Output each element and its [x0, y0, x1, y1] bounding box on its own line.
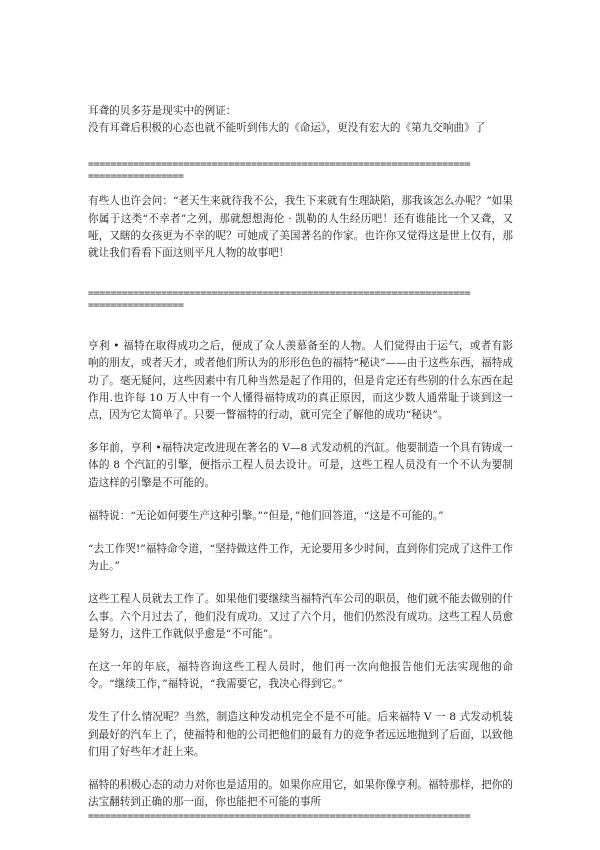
- separator-rule: [88, 288, 513, 312]
- separator-tail: =================: [88, 300, 184, 312]
- separator-line: ====================================================================: [88, 159, 471, 171]
- paragraph-go-to-work: “去工作哭!”福特命令道，“坚持做这件工作，无论要用多少时间，直到你们完成了这件工作为止。”: [88, 543, 513, 573]
- document-body: [88, 103, 513, 823]
- separator-rule-bottom: ====================================================================: [88, 811, 471, 823]
- paragraph-v8-engine: 多年前，亨利 •福特决定改进现在著名的 V—8 式发动机的汽缸。他要制造一个具有铸成一体的 8 个汽缸的引擎，便指示工程人员去设计。可是，这些工程人员没有一个不认为要制造这样的引擎是不可能的。: [88, 442, 513, 489]
- paragraph-outcome: 发生了什么情况呢？当然，制造这种发动机完全不是不可能。后来福特 V 一 8 式发动机装到最好的汽车上了，使福特和他的公司把他们的最有力的竞争者远远地抛到了后面，以致他们用了好些年才赶上来。: [88, 711, 513, 758]
- paragraph-helen-keller: 有些人也许会问：“老天生来就待我不公，我生下来就有生理缺陷，那我该怎么办呢？”如果你属于这类“不幸者”之列，那就想想海伦 · 凯勒的人生经历吧！还有谁能比一个又聋，又哑，又瞎的女孩更为不幸的呢？可她成了美国著名的作家。也许你又觉得这是世上仅有，那就让我们看看下面这则平凡人物的故事吧！: [88, 195, 513, 260]
- separator-tail: =================: [88, 171, 184, 183]
- separator-rule: [88, 159, 513, 183]
- paragraph-conclusion: 福特的积极心态的动力对你也是适用的。如果你应用它，如果你像亨利。福特那样，把你的法宝翻转到正确的那一面，你也能把不可能的事所: [88, 779, 513, 809]
- intro-line-2: 没有耳聋后积极的心态也就不能听到伟大的《命运》，更没有宏大的《第九交响曲》了: [88, 122, 486, 135]
- paragraph-ford-success: 亨利 • 福特在取得成功之后，便成了众人羡慕备至的人物。人们觉得由于运气，或者有影响的朋友，或者天才，或者他们所认为的形形色色的福特“秘诀”——由于这些东西，福特成功了。毫无疑问，这些因素中有几种当然是起了作用的，但是肯定还有些别的什么东西在起作用.也许每 10 万人中有一个人懂得福特成功的真正原因，而这少数人通常耻于谈到这一点，因为它太简单了。只要一瞥福特的行动，就可完全了解他的成功“秘诀”。: [88, 340, 513, 422]
- separator-line: ====================================================================: [88, 288, 471, 300]
- paragraph-engineers: 这些工程人员就去工作了。如果他们要继续当福特汽车公司的职员，他们就不能去做别的什么事。六个月过去了，他们没有成功。又过了六个月，他们仍然没有成功。这些工程人员愈是努力，这件工作就似乎愈是“不可能”。: [88, 593, 513, 640]
- paragraph-year-end: 在这一年的年底，福特咨询这些工程人员时，他们再一次向他报告他们无法实现他的命令。“继续工作，”福特说，“我需要它，我决心得到它。”: [88, 661, 513, 691]
- intro-line-1: 耳聋的贝多芬是现实中的例证：: [88, 105, 237, 117]
- paragraph-ford-says: 福特说：“无论如何要生产这种引擎。”“但是，”他们回答道，“这是不可能的。”: [88, 509, 444, 522]
